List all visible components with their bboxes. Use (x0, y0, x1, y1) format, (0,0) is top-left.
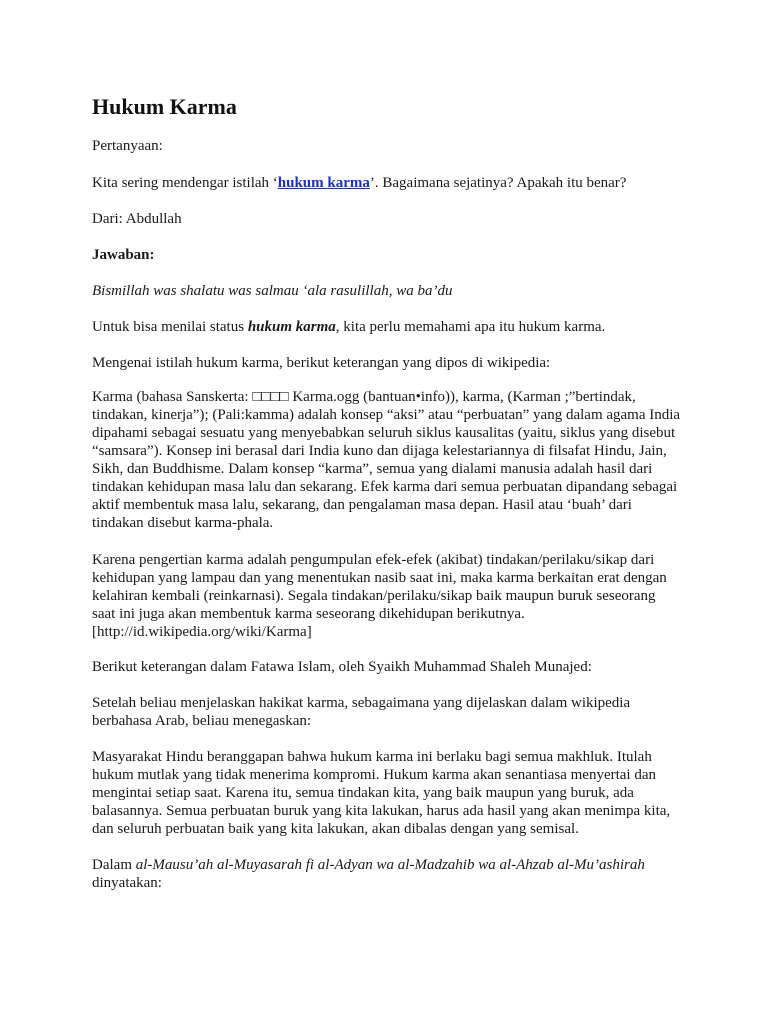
intro-emphasis: hukum karma (247, 319, 336, 335)
reference-book-title: al-Mausu’ah al-Muyasarah fi al-Adyan wa al-Madzahib wa al-Ahzab al-Mu’ashirah (135, 857, 645, 873)
hindu-belief: Masyarakat Hindu beranggapan bahwa hukum karma ini berlaku bagi semua makhluk. Itulah hukum mutlak yang tidak menerima kompromi. Hukum karma akan senantiasa menyertai dan mengintai setiap saat. Karena itu, semua tindakan kita, yang baik maupun yang buruk, ada balasannya. Semua perbuatan buruk yang kita lakukan, harus ada hasil yang akan menimpa kita, dan seluruh perbuatan baik yang kita lakukan, akan dibalas dengan yang semisal. (92, 749, 671, 837)
answer-label: Jawaban: (92, 247, 155, 263)
from-line: Dari: Abdullah (92, 211, 182, 227)
question-text-after: ’. Bagaimana sejatinya? Apakah itu benar? (369, 175, 627, 191)
intro-before: Untuk bisa menilai status (92, 319, 248, 335)
fatawa-intro: Berikut keterangan dalam Fatawa Islam, oleh Syaikh Muhammad Shaleh Munajed: (92, 659, 592, 675)
question-text (92, 174, 682, 192)
intro-after: , kita perlu memahami apa itu hukum karma. (335, 319, 606, 335)
karma-definition: Karma (bahasa Sanskerta: □□□□ Karma.ogg (bantuan•info)), karma, (Karman ;”bertindak, tindakan, kinerja”); (Pali:kamma) adalah konsep “aksi” atau “perbuatan” yang dalam agama India dipahami sebagai sesuatu yang menyebabkan seluruh siklus kausalitas (yaitu, siklus yang disebut “samsara”). Konsep ini berasal dari India kuno dan dijaga kelestariannya di filsafat Hindu, Jain, Sikh, dan Buddhisme. Dalam konsep “karma”, semua yang dialami manusia adalah hasil dari tindakan kehidupan masa lalu dan sekarang. Efek karma dari semua perbuatan dipandang sebagai aktif membentuk masa lalu, sekarang, dan pengalaman masa depan. Hasil atau ‘buah’ dari tindakan disebut karma-phala. (92, 389, 681, 531)
wiki-intro: Mengenai istilah hukum karma, berikut keterangan yang dipos di wikipedia: (92, 355, 551, 371)
karma-explanation: Karena pengertian karma adalah pengumpulan efek-efek (akibat) tindakan/perilaku/sikap dari kehidupan yang lampau dan yang menentukan nasib saat ini, maka karma berkaitan erat dengan kelahiran kembali (reinkarnasi). Segala tindakan/perilaku/sikap baik maupun buruk seseorang saat ini juga akan membentuk karma seseorang dikehidupan berikutnya. [http://id.wikipedia.org/wiki/Karma] (92, 552, 667, 640)
reference-before: Dalam (92, 857, 136, 873)
sheikh-statement: Setelah beliau menjelaskan hakikat karma, sebagaimana yang dijelaskan dalam wikipedia berbahasa Arab, beliau menegaskan: (92, 695, 631, 729)
reference-paragraph (92, 856, 682, 892)
hukum-karma-link[interactable]: hukum karma (277, 175, 370, 191)
question-text-before: Kita sering mendengar istilah ‘ (92, 175, 278, 191)
page-title: Hukum Karma (92, 94, 237, 119)
opening-greeting: Bismillah was shalatu was salmau ‘ala rasulillah, wa ba’du (92, 283, 453, 299)
intro-paragraph (92, 318, 682, 336)
reference-after: dinyatakan: (92, 875, 162, 891)
question-label: Pertanyaan: (92, 138, 163, 154)
